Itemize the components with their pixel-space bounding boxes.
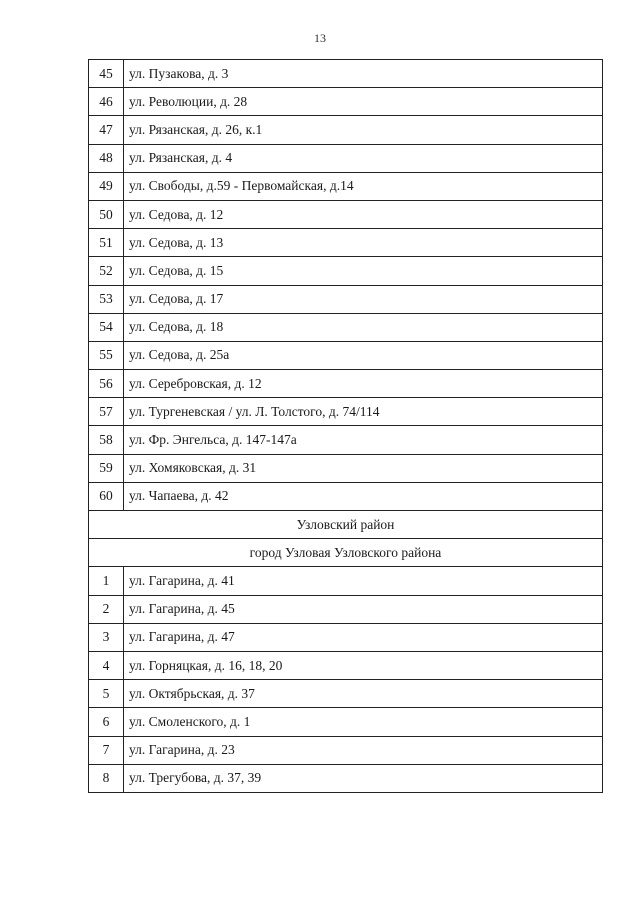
row-address: ул. Пузакова, д. 3 xyxy=(124,60,603,88)
row-address: ул. Фр. Энгельса, д. 147-147а xyxy=(124,426,603,454)
table-row xyxy=(89,229,603,257)
table-row xyxy=(89,623,603,651)
table-row xyxy=(89,60,603,88)
table-row xyxy=(89,764,603,792)
table-section-bottom xyxy=(89,567,603,793)
row-number: 1 xyxy=(89,567,124,595)
table-row xyxy=(89,370,603,398)
row-address: ул. Тургеневская / ул. Л. Толстого, д. 74/114 xyxy=(124,398,603,426)
table-row xyxy=(89,736,603,764)
table-row xyxy=(89,595,603,623)
row-address: ул. Смоленского, д. 1 xyxy=(124,708,603,736)
table-row xyxy=(89,88,603,116)
table-row xyxy=(89,398,603,426)
row-address: ул. Седова, д. 18 xyxy=(124,313,603,341)
row-address: ул. Свободы, д.59 - Первомайская, д.14 xyxy=(124,172,603,200)
row-address: ул. Гагарина, д. 41 xyxy=(124,567,603,595)
row-number: 3 xyxy=(89,623,124,651)
row-number: 52 xyxy=(89,257,124,285)
table-row xyxy=(89,313,603,341)
row-address: ул. Серебровская, д. 12 xyxy=(124,370,603,398)
row-number: 5 xyxy=(89,680,124,708)
table-row xyxy=(89,567,603,595)
row-number: 51 xyxy=(89,229,124,257)
row-number: 55 xyxy=(89,341,124,369)
city-heading-row xyxy=(89,539,603,567)
row-number: 49 xyxy=(89,172,124,200)
row-address: ул. Седова, д. 25а xyxy=(124,341,603,369)
table-row xyxy=(89,172,603,200)
row-address: ул. Гагарина, д. 45 xyxy=(124,595,603,623)
row-number: 2 xyxy=(89,595,124,623)
district-heading: Узловский район xyxy=(89,511,603,539)
row-number: 58 xyxy=(89,426,124,454)
row-number: 4 xyxy=(89,651,124,679)
row-address: ул. Рязанская, д. 4 xyxy=(124,144,603,172)
row-number: 50 xyxy=(89,200,124,228)
row-address: ул. Горняцкая, д. 16, 18, 20 xyxy=(124,651,603,679)
row-address: ул. Седова, д. 13 xyxy=(124,229,603,257)
row-number: 60 xyxy=(89,482,124,510)
row-number: 54 xyxy=(89,313,124,341)
row-number: 59 xyxy=(89,454,124,482)
table-row xyxy=(89,257,603,285)
row-number: 48 xyxy=(89,144,124,172)
row-number: 45 xyxy=(89,60,124,88)
row-address: ул. Революции, д. 28 xyxy=(124,88,603,116)
table-row xyxy=(89,680,603,708)
row-number: 8 xyxy=(89,764,124,792)
row-number: 47 xyxy=(89,116,124,144)
city-heading: город Узловая Узловского района xyxy=(89,539,603,567)
row-number: 6 xyxy=(89,708,124,736)
row-number: 46 xyxy=(89,88,124,116)
row-address: ул. Чапаева, д. 42 xyxy=(124,482,603,510)
table-row xyxy=(89,285,603,313)
row-number: 7 xyxy=(89,736,124,764)
table-row xyxy=(89,116,603,144)
row-number: 56 xyxy=(89,370,124,398)
row-address: ул. Седова, д. 12 xyxy=(124,200,603,228)
table-section-headings xyxy=(89,511,603,567)
district-heading-row xyxy=(89,511,603,539)
row-address: ул. Седова, д. 15 xyxy=(124,257,603,285)
row-address: ул. Хомяковская, д. 31 xyxy=(124,454,603,482)
table-row xyxy=(89,651,603,679)
row-address: ул. Трегубова, д. 37, 39 xyxy=(124,764,603,792)
row-address: ул. Гагарина, д. 23 xyxy=(124,736,603,764)
row-address: ул. Рязанская, д. 26, к.1 xyxy=(124,116,603,144)
row-address: ул. Гагарина, д. 47 xyxy=(124,623,603,651)
table-row xyxy=(89,454,603,482)
table-row xyxy=(89,200,603,228)
table-row xyxy=(89,426,603,454)
table-row xyxy=(89,708,603,736)
row-number: 53 xyxy=(89,285,124,313)
table-row xyxy=(89,144,603,172)
row-number: 57 xyxy=(89,398,124,426)
table-row xyxy=(89,341,603,369)
address-table xyxy=(88,59,603,793)
page-number: 13 xyxy=(314,31,326,45)
row-address: ул. Октябрьская, д. 37 xyxy=(124,680,603,708)
row-address: ул. Седова, д. 17 xyxy=(124,285,603,313)
table-row xyxy=(89,482,603,510)
table-section-top xyxy=(89,60,603,511)
